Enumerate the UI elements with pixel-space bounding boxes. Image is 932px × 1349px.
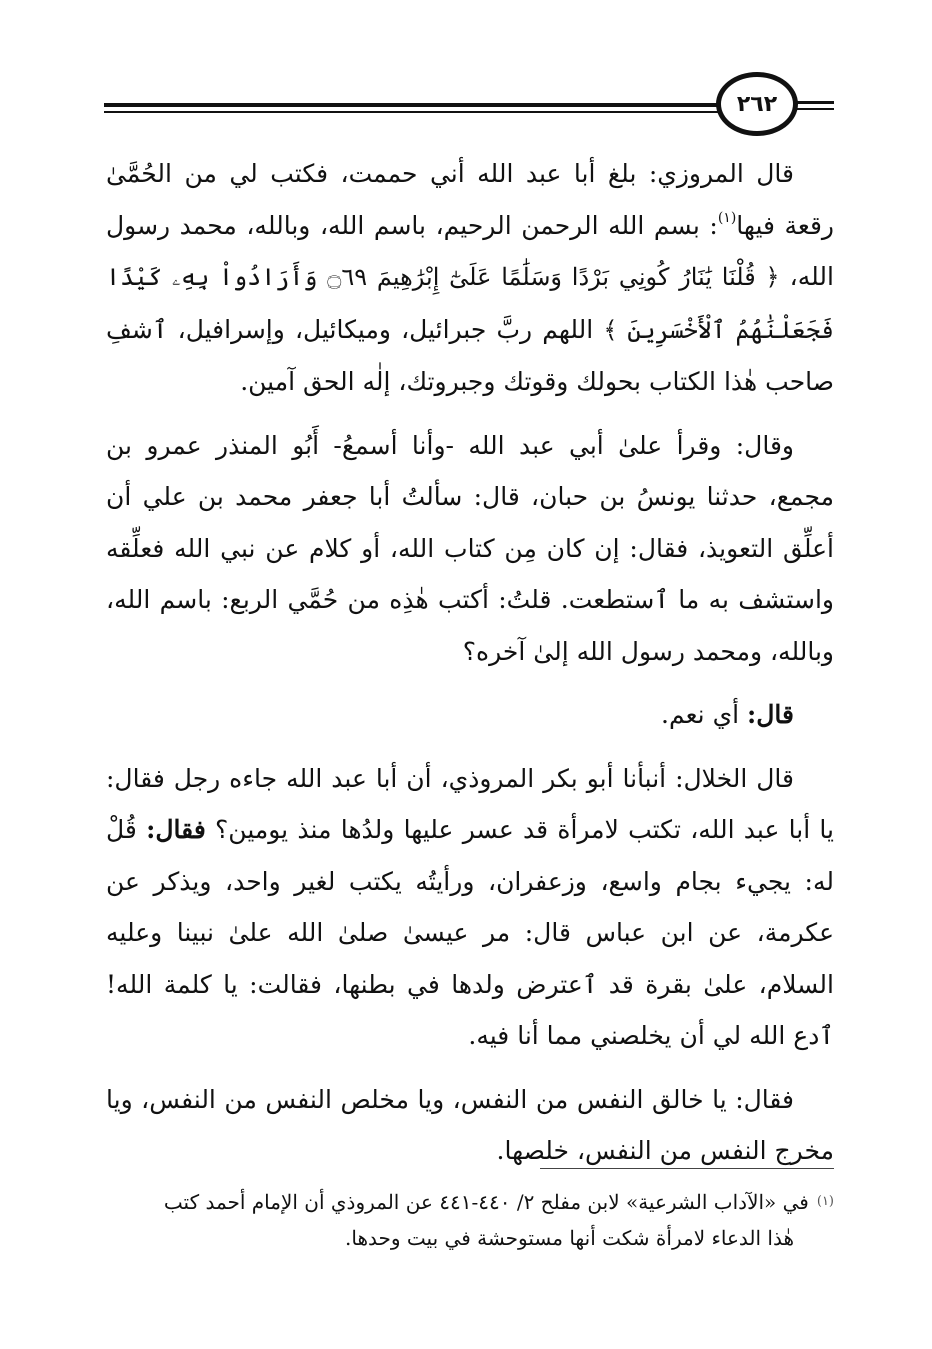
footnote-reference[interactable]: (١) [717, 209, 737, 226]
paragraph-text: قُلْ له: يجيء بجام واسع، وزعفران، ورأيتُه يكتب لغير واحد، ويذكر عن عكرمة، عن ابن عباس قال: مر عيسىٰ صلىٰ الله علىٰ نبينا و‌عليه السلام، علىٰ بقرة قد ٱعترض ولدها في بطنها، فقالت: يا كلمة الله! ٱدع الله لي أن يخلصني مما أنا فيه. [106, 815, 834, 1050]
footnote-text: في «الآداب الشرعية» لابن مفلح ٢/ ٤٤٠-٤٤١ عن المروذي أن الإمام أحمد كتب [163, 1190, 809, 1214]
header-rule-right-thin [792, 108, 834, 110]
header-rule-thick [104, 103, 722, 107]
paragraph-dua: فقال: يا خالق النفس من النفس، ويا مخلص النفس من النفس، ويا مخرج النفس من النفس، خلصها. [106, 1084, 834, 1165]
footnote-1 [106, 1184, 834, 1220]
speaker-label: قال: [747, 700, 794, 729]
page-number-badge [716, 72, 798, 136]
paragraph-abu-mundhir: وقال: وقرأ علىٰ أبي عبد الله -وأنا أسمعُ- أَبُو المنذر عمرو بن مجمع، حدثنا يونسُ بن حبان، قال: سألتُ أبا جعفر محمد بن علي أن أعلِّق التعويذ، فقال: إن كان مِن كتاب الله، أو كلام عن نبي الله فعلِّقه واستشف به ما ٱستطعت. قلتُ: أكتب هٰذِه من حُمَّي الربع: باسم الله، وبالله، ومحمد رسول الله إلىٰ آخره؟ [106, 430, 834, 666]
footnote-mark: (١) [816, 1194, 834, 1209]
speaker-label: فقال: [146, 815, 206, 844]
paragraph-text: قال الخلال: أنبأنا أبو بكر المروذي، أن أبا عبد الله جاءه رجل فقال: يا أبا عبد الله، تكتب لامرأة قد عسر عليها ولدُها منذ يومين؟ [106, 763, 834, 844]
header-rule-right [792, 101, 834, 104]
paragraph-khallal [106, 753, 834, 1062]
footnotes [106, 1184, 834, 1256]
page-header [0, 60, 932, 140]
paragraph-text: : بسم الله الرحمن الرحيم، باسم الله، وبالله، محمد رسول الله، [106, 210, 834, 291]
paragraph-qala-naam [106, 689, 834, 741]
footnote-separator [540, 1168, 834, 1169]
quran-verse: ﴿ قُلْنَا يَٰنَارُ كُونِي بَرْدًا وَسَلَٰمًا عَلَىٰٓ إِبْرَٰهِيمَ ۝٦٩ وَأَرَادُواْ بِهِۦ كَيْدًا فَجَعَلْنَٰهُمُ ٱلْأَخْسَرِينَ ﴾ [106, 263, 834, 344]
page-number: ٢٦٢ [736, 91, 778, 117]
paragraph-text: اللهم ربَّ جبرائيل، وميكائيل، وإسرافيل، ٱشفِ صاحب هٰذا الكتاب بحولك وقوتك وجبروتك، إلٰه الحق آمين. [106, 314, 834, 396]
header-rule-thin [104, 111, 722, 113]
paragraph-text: أي نعم. [661, 700, 748, 729]
paragraph-lead: قال المروزي: بلغ أبا عبد الله أني حممت، فكتب لي من الحُمَّىٰ رقعة فيها [106, 159, 834, 240]
paragraph-marwazi-fever [106, 148, 834, 408]
footnote-1-continuation: هٰذا الدعاء لامرأة شكت أنها مستوحشة في بيت وحدها. [345, 1226, 794, 1250]
main-text [106, 148, 834, 1177]
